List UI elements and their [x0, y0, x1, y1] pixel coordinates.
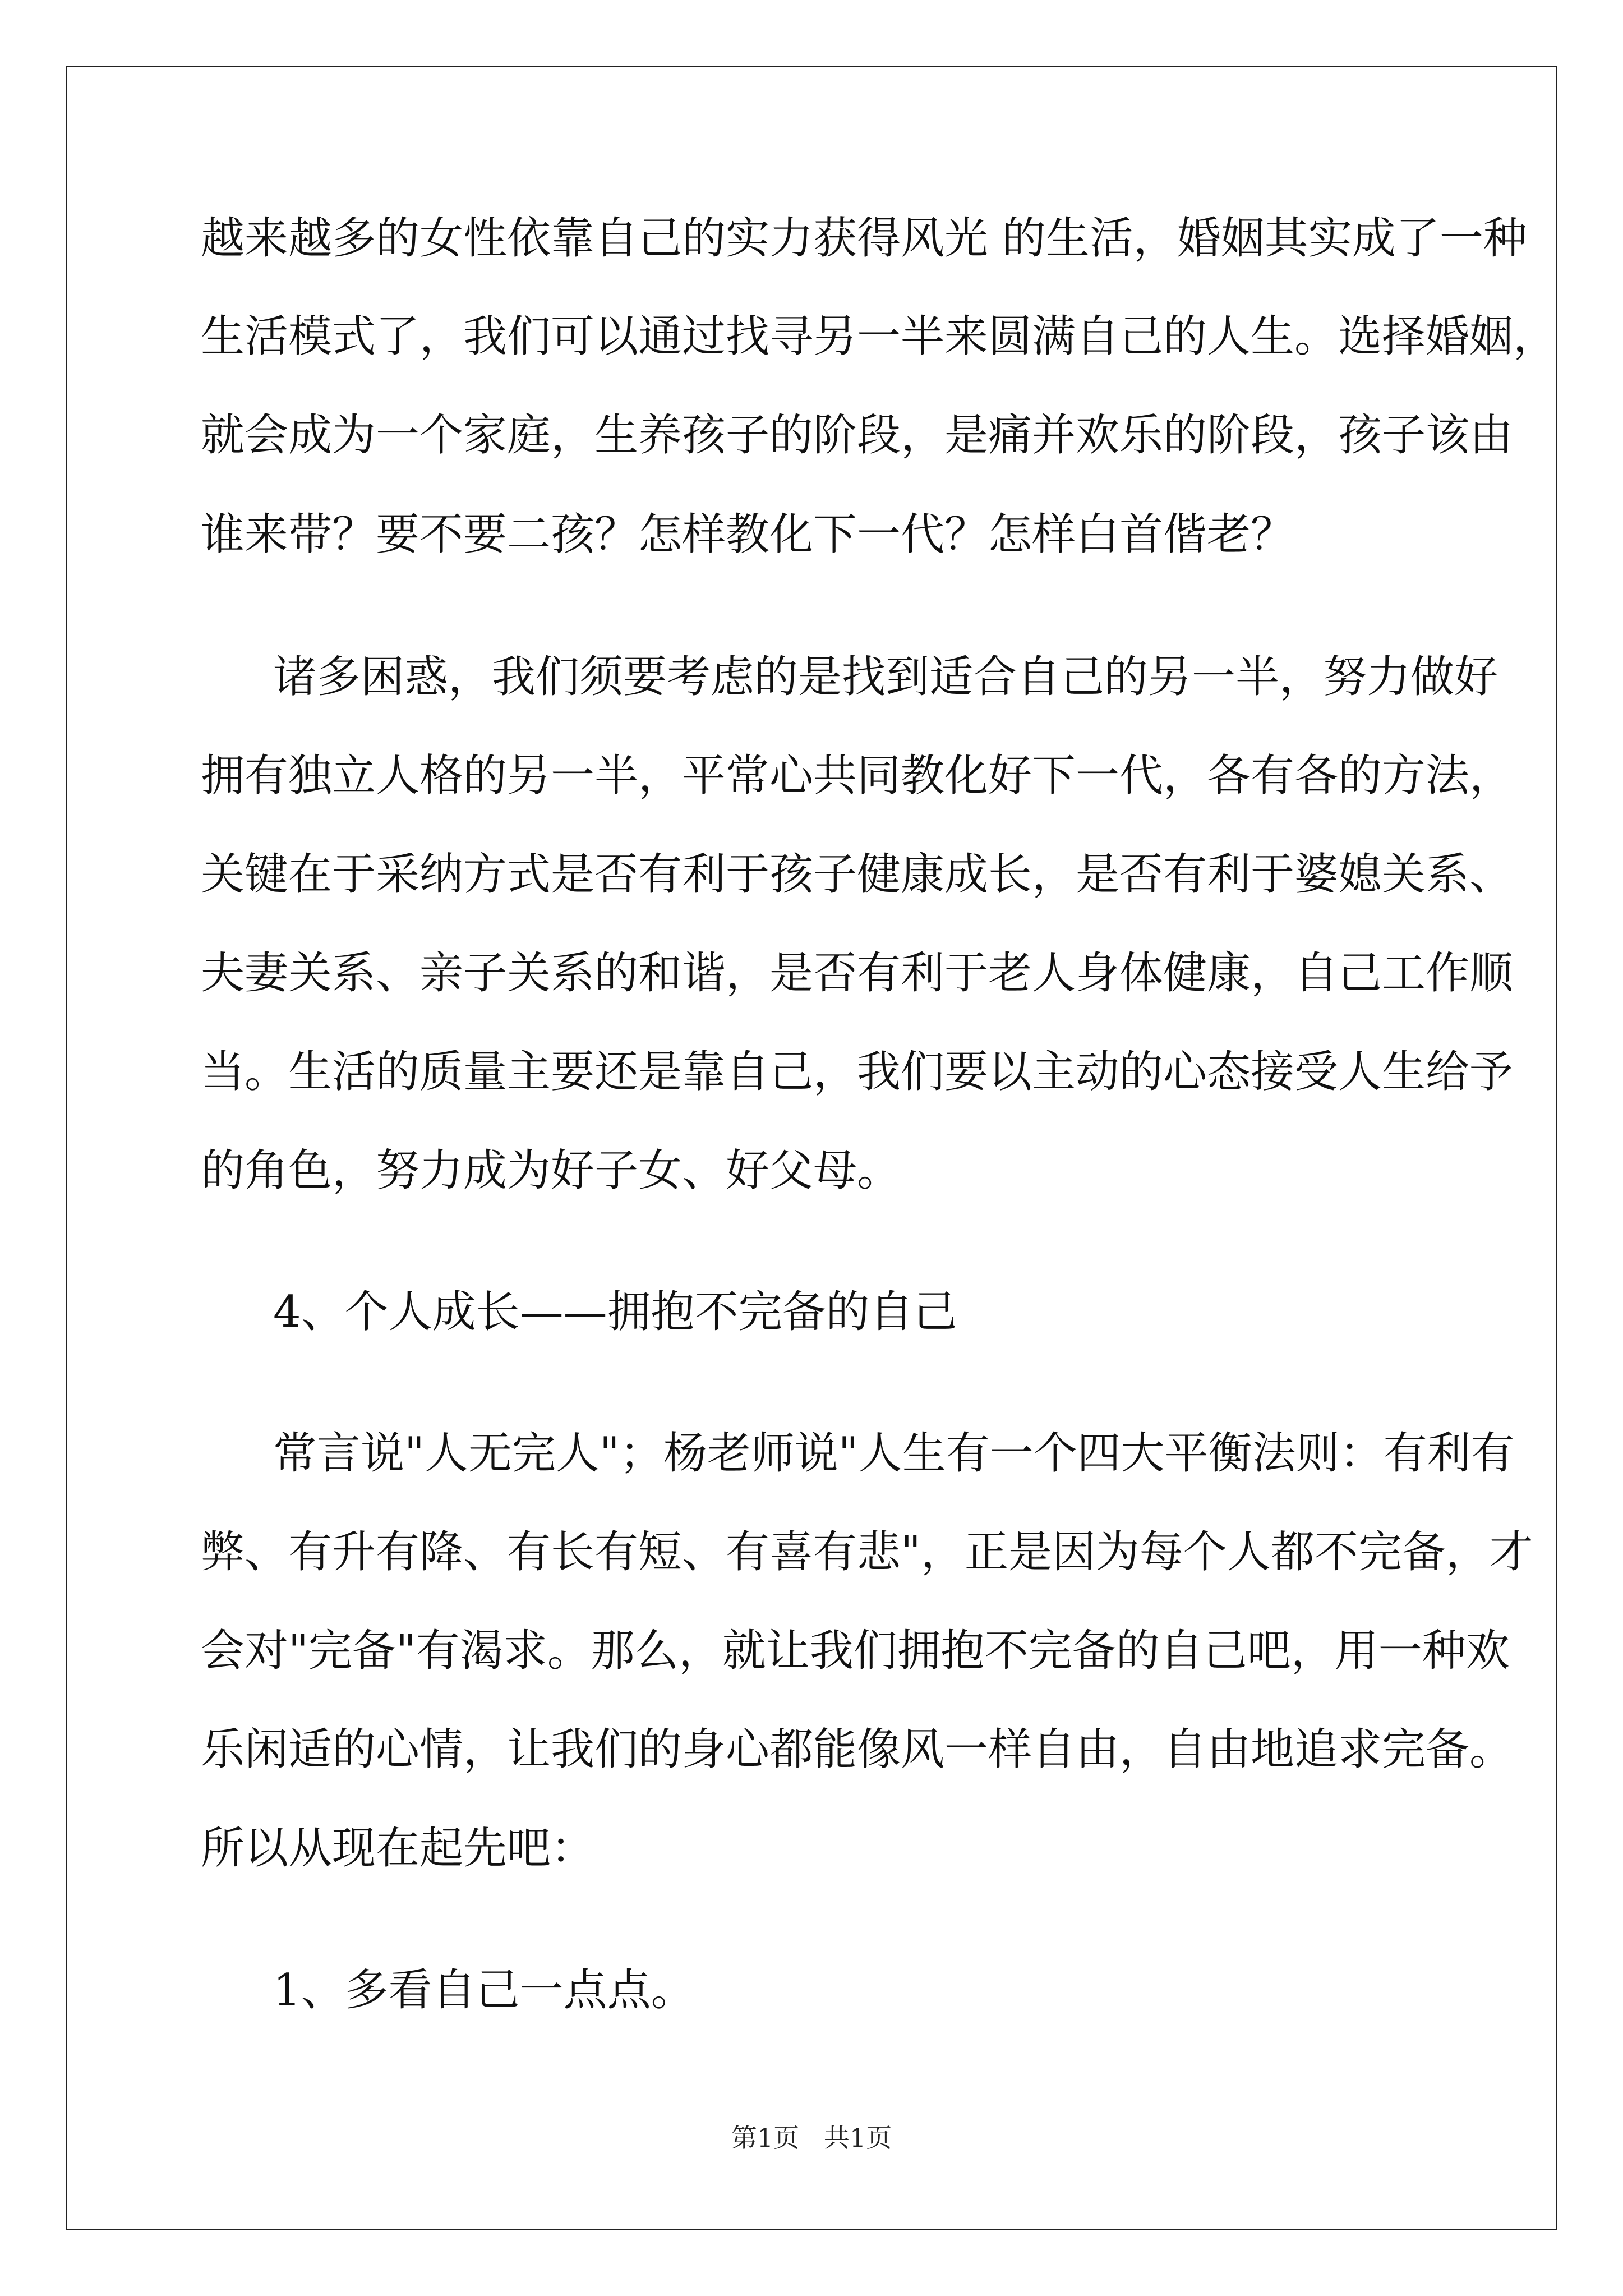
text-line: 拥有独立人格的另一半，平常心共同教化好下一代，各有各的方法， [201, 751, 1514, 801]
text-line: 关键在于采纳方式是否有利于孩子健康成长，是否有利于婆媳关系、 [201, 849, 1514, 900]
text-line: 生活模式了，我们可以通过找寻另一半来圆满自己的人生。选择婚姻， [201, 311, 1557, 362]
text-line: 乐闲适的心情，让我们的身心都能像风一样自由，自由地追求完备。 [201, 1724, 1514, 1775]
text-line: 的角色，努力成为好子女、好父母。 [201, 1145, 901, 1196]
text-line: 诸多困惑，我们须要考虑的是找到适合自己的另一半，努力做好 [273, 652, 1498, 702]
text-line: 常言说"人无完人"；杨老师说"人生有一个四大平衡法则：有利有 [273, 1428, 1515, 1479]
page-number: 第1页 共1页 [731, 2123, 892, 2153]
text-line: 弊、有升有降、有长有短、有喜有悲"，正是因为每个人都不完备，才 [201, 1527, 1533, 1577]
section-heading: 4、个人成长——拥抱不完备的自己 [273, 1287, 957, 1337]
text-line: 会对"完备"有渴求。那么，就让我们拥抱不完备的自己吧，用一种欢 [201, 1626, 1510, 1676]
text-line: 越来越多的女性依靠自己的实力获得风光 的生活，婚姻其实成了一种 [201, 213, 1527, 264]
text-line: 夫妻关系、亲子关系的和谐，是否有利于老人身体健康，自己工作顺 [201, 948, 1514, 999]
text-line: 当。生活的质量主要还是靠自己，我们要以主动的心态接受人生给予 [201, 1047, 1514, 1097]
text-line: 就会成为一个家庭，生养孩子的阶段，是痛并欢乐的阶段，孩子该由 [201, 410, 1514, 461]
text-line: 谁来带？要不要二孩？怎样教化下一代？怎样白首偕老？ [201, 509, 1295, 560]
text-line: 所以从现在起先吧： [201, 1823, 595, 1874]
list-item: 1、多看自己一点点。 [273, 1965, 695, 2016]
